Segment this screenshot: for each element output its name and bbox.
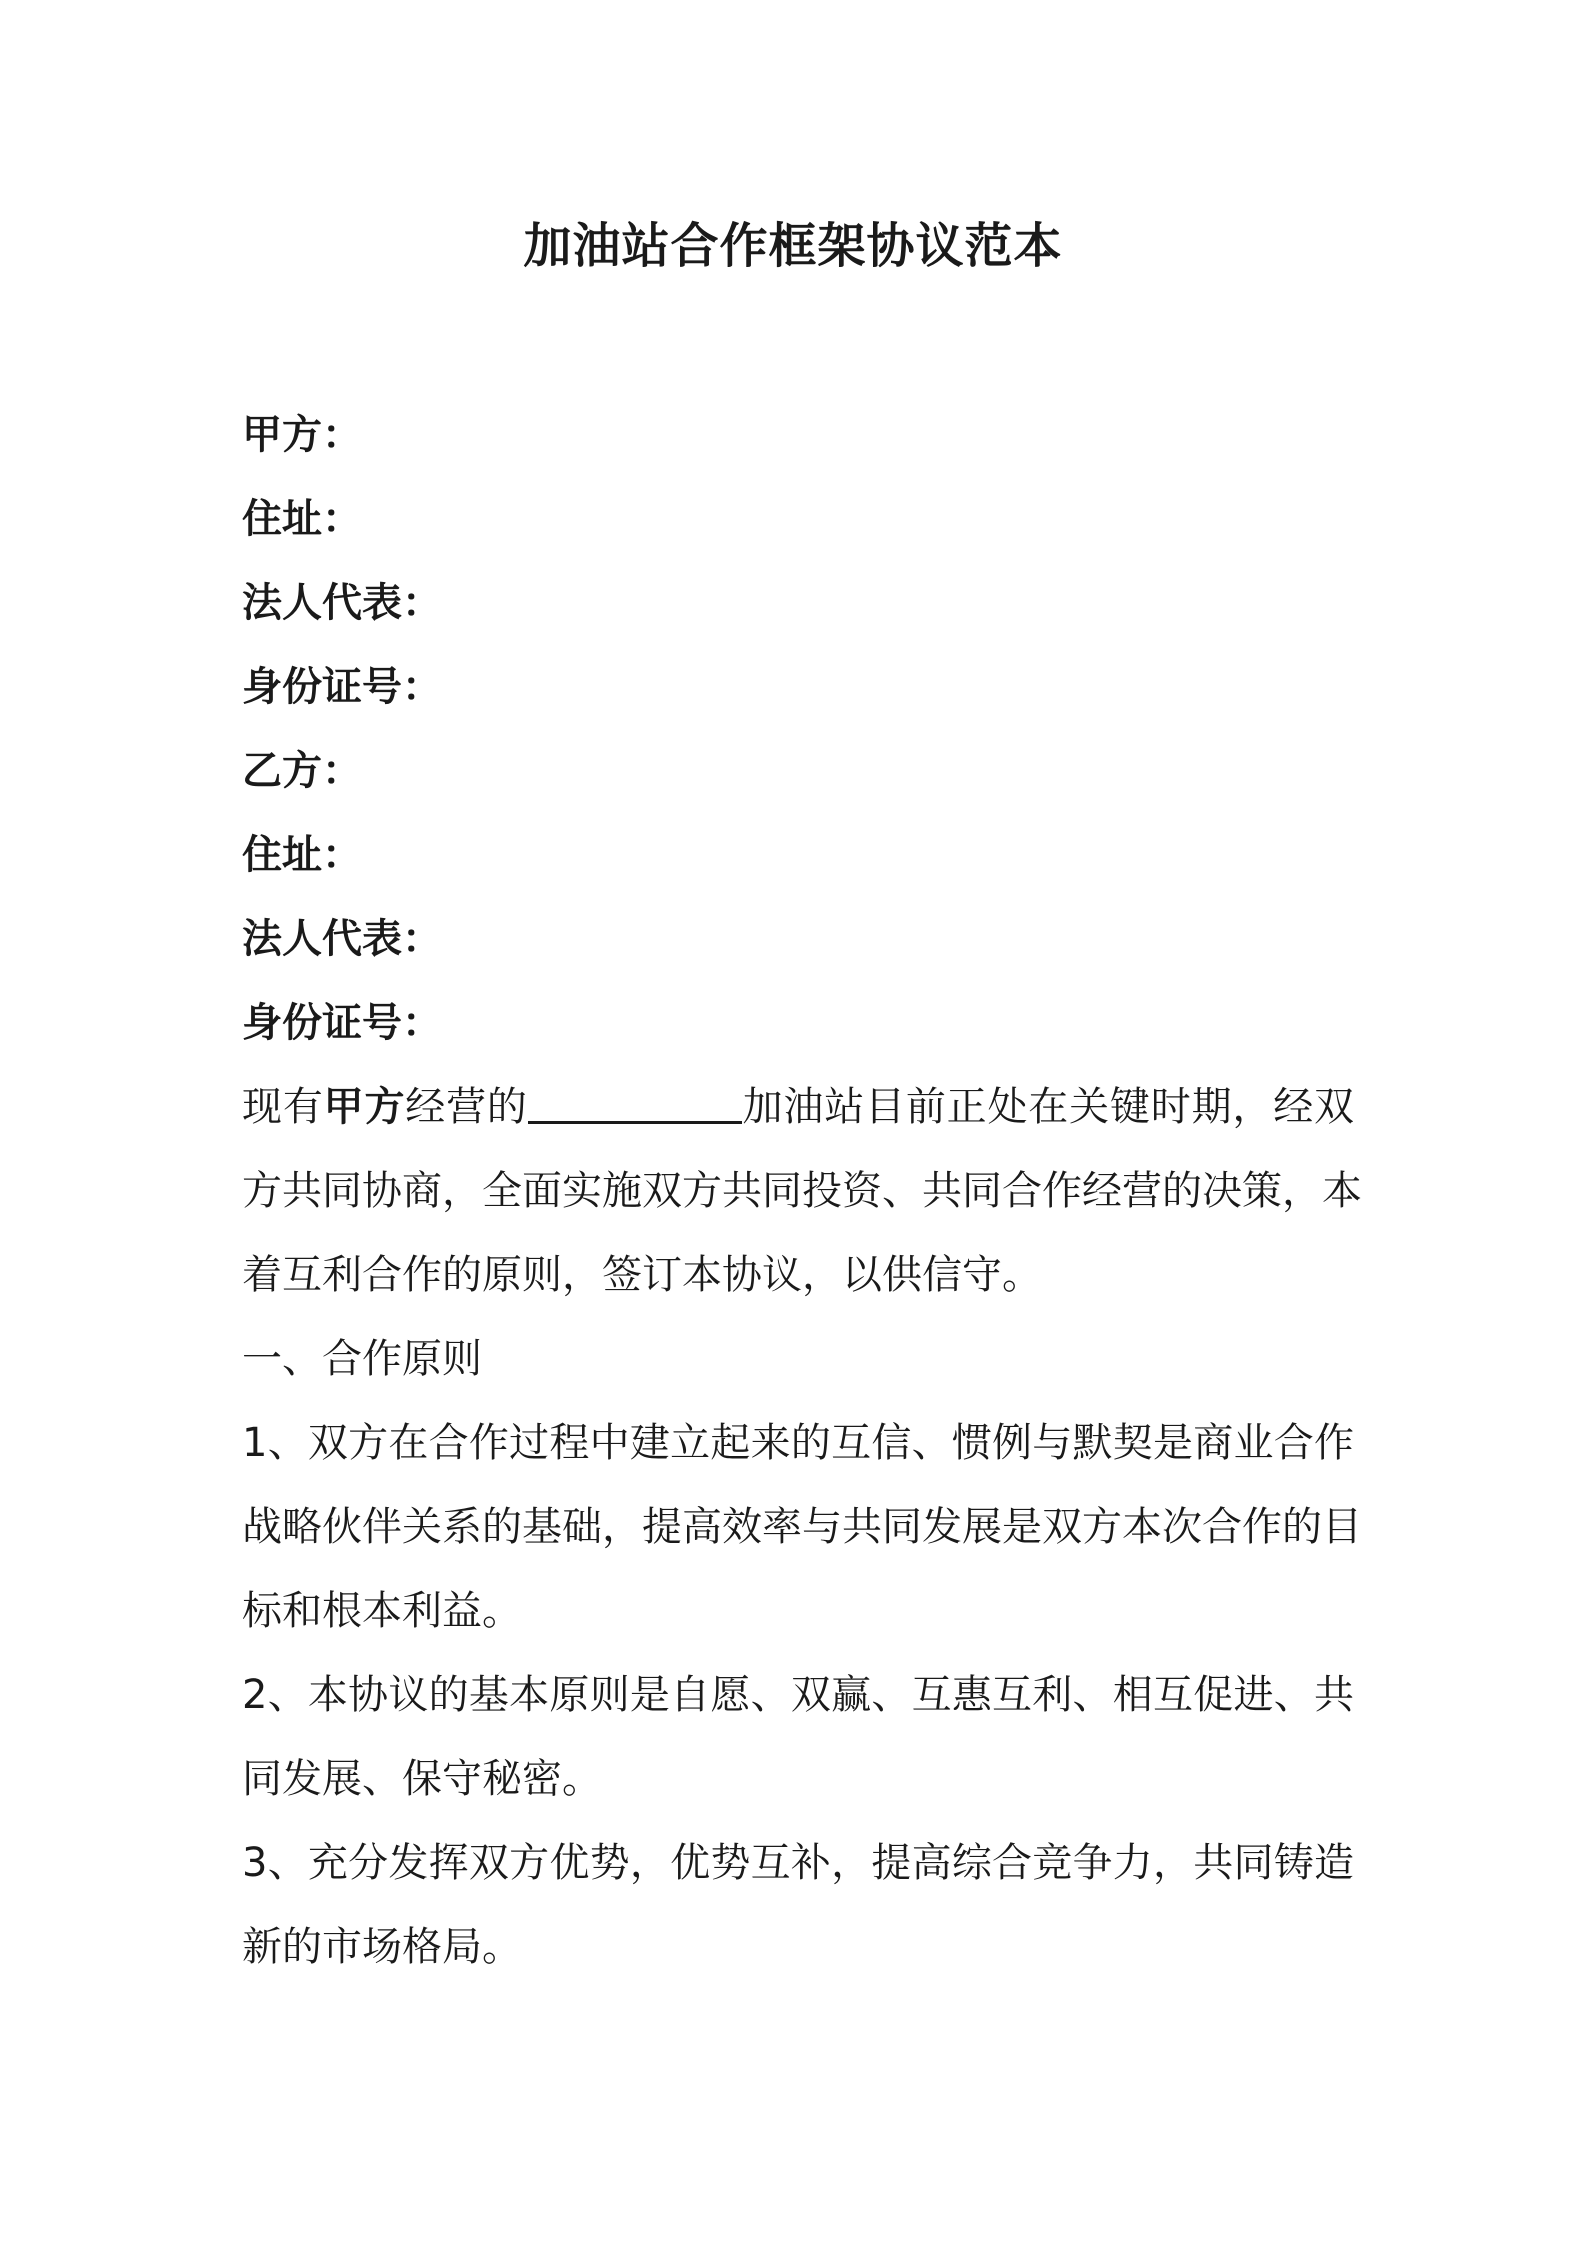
preamble-party-a: 甲方 [323,1084,406,1130]
clause-3-line-2: 新的市场格局。 [242,1924,522,1970]
clause-2-line-2: 同发展、保守秘密。 [242,1756,602,1802]
station-name-blank [528,1077,742,1124]
party-b-id-label: 身份证号： [242,1000,442,1046]
party-b-legal-rep-label: 法人代表： [242,916,442,962]
party-a-id-label: 身份证号： [242,664,442,710]
party-a-label: 甲方： [242,412,362,458]
party-a-legal-rep-label: 法人代表： [242,580,442,626]
preamble-text: 经营的 [405,1084,528,1130]
party-b-address-label: 住址： [242,832,362,878]
clause-1-line-2: 战略伙伴关系的基础，提高效率与共同发展是双方本次合作的目 [242,1504,1362,1550]
preamble-line-2: 方共同协商，全面实施双方共同投资、共同合作经营的决策，本 [242,1168,1362,1214]
section-heading: 一、合作原则 [242,1336,482,1382]
clause-2-line-1: 2、本协议的基本原则是自愿、双赢、互惠互利、相互促进、共 [242,1672,1354,1718]
clause-3-line-1: 3、充分发挥双方优势，优势互补，提高综合竞争力，共同铸造 [242,1840,1354,1886]
preamble-line-1 [242,1077,1354,1137]
clause-1-line-1: 1、双方在合作过程中建立起来的互信、惯例与默契是商业合作 [242,1420,1354,1466]
preamble-text: 加油站目前正处在关键时期，经双 [741,1084,1355,1130]
party-a-address-label: 住址： [242,496,362,542]
clause-1-line-3: 标和根本利益。 [242,1588,522,1634]
document-title: 加油站合作框架协议范本 [523,218,1063,274]
party-b-label: 乙方： [242,748,362,794]
preamble-text: 现有 [242,1084,324,1130]
preamble-line-3: 着互利合作的原则，签订本协议，以供信守。 [242,1252,1042,1298]
